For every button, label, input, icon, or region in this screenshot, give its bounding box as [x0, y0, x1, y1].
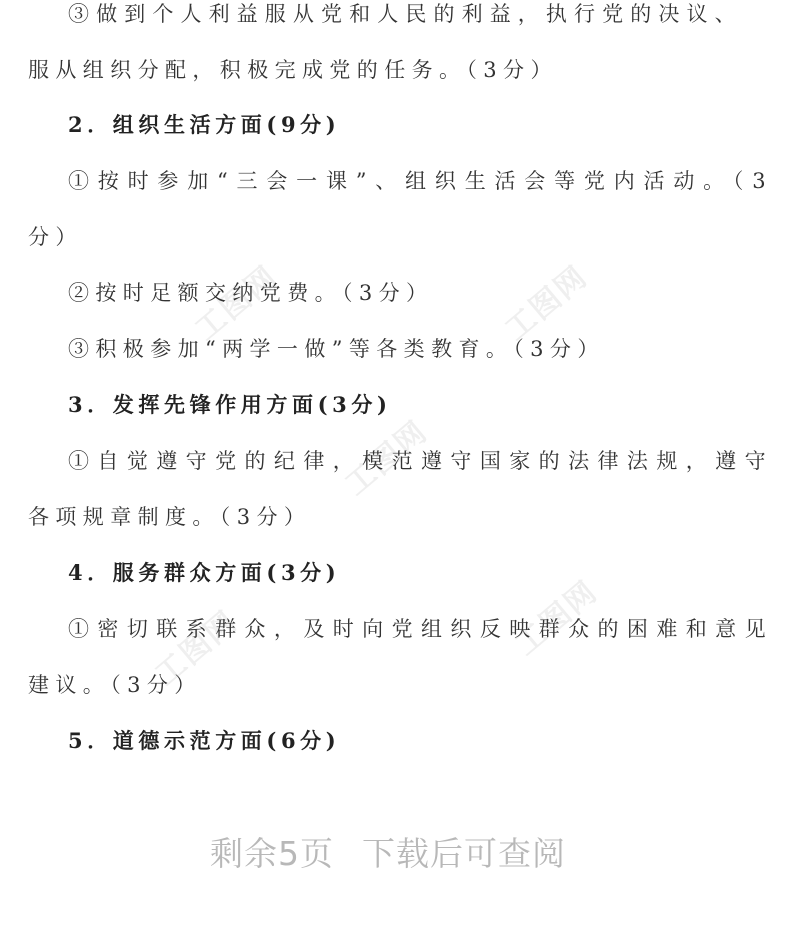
section-heading: 4．服务群众方面(3分): [68, 560, 341, 585]
watermark-logo: 工图网: [188, 259, 285, 348]
paragraph-line: 分）: [28, 225, 83, 249]
watermark-logo: 工图网: [498, 259, 595, 348]
watermark-logo: 工图网: [148, 604, 245, 693]
remaining-pages-text: 剩余5页: [210, 834, 334, 873]
download-to-view-text: 下载后可查阅: [362, 834, 566, 873]
watermark-logo: 工图网: [508, 574, 605, 663]
paragraph-line: ②按时足额交纳党费。（3分）: [68, 281, 434, 305]
section-heading: 2．组织生活方面(9分): [68, 112, 341, 137]
paragraph-line: ③做到个人利益服从党和人民的利益，执行党的决议、: [68, 2, 742, 26]
download-prompt[interactable]: [0, 828, 776, 875]
paragraph-line: 服从组织分配，积极完成党的任务。（3分）: [28, 58, 558, 82]
paragraph-line: ①自觉遵守党的纪律，模范遵守国家的法律法规，遵守: [68, 449, 772, 473]
section-heading: 5．道德示范方面(6分): [68, 728, 341, 753]
paragraph-line: ①密切联系群众，及时向党组织反映群众的困难和意见: [68, 617, 772, 641]
section-heading: 3．发挥先锋作用方面(3分): [68, 392, 392, 417]
watermark-logo: 工图网: [338, 414, 435, 503]
paragraph-line: 各项规章制度。（3分）: [28, 505, 312, 529]
paragraph-line: 建议。（3分）: [28, 673, 202, 697]
paragraph-line: ③积极参加“两学一做”等各类教育。（3分）: [68, 337, 605, 361]
paragraph-line: ①按时参加“三会一课”、组织生活会等党内活动。（3: [68, 169, 772, 193]
